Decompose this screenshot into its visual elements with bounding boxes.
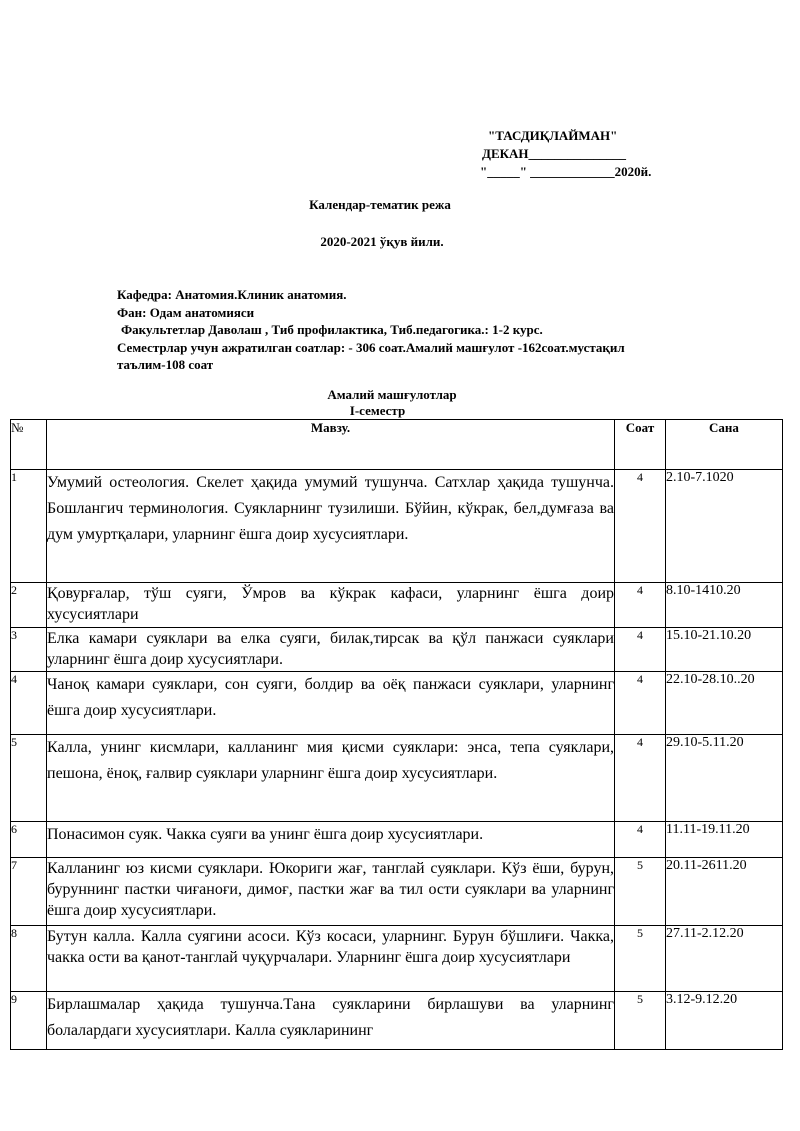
row-num: 8 [11, 926, 47, 992]
row-date: 20.11-2611.20 [666, 858, 783, 926]
table-row [11, 583, 783, 628]
semester-title: I-семестр [349, 403, 406, 418]
subject: Фан: Одам анатомияси [117, 304, 255, 320]
row-topic: Умумий остеология. Скелет ҳақида умумий тушунча. Сатхлар ҳақида тушунча. Бошлангич терминология. Суякларнинг тузилиши. Бўйин, кўкрак, бел,думғаза ва дум умуртқалари, уларнинг ёшга доир хусусиятлари. [47, 470, 615, 583]
table-row [11, 992, 783, 1050]
row-hours: 4 [615, 470, 666, 583]
row-hours: 4 [615, 628, 666, 672]
row-hours: 5 [615, 992, 666, 1050]
row-date: 27.11-2.12.20 [666, 926, 783, 992]
row-num: 5 [11, 735, 47, 822]
academic-year: 2020-2021 ўқув йили. [320, 234, 444, 249]
row-num: 7 [11, 858, 47, 926]
row-num: 9 [11, 992, 47, 1050]
header-hours: Соат [615, 420, 666, 470]
row-topic: Чаноқ камари суяклари, сон суяги, болдир ва оёқ панжаси суяклари, уларнинг ёшга доир хусусиятлари. [47, 672, 615, 735]
row-date: 2.10-7.1020 [666, 470, 783, 583]
table-row [11, 628, 783, 672]
row-topic: Қовурғалар, тўш суяги, Ўмров ва кўкрак кафаси, уларнинг ёшга доир хусусиятлари [47, 583, 615, 628]
row-topic: Калла, унинг кисмлари, калланинг мия қисми суяклари: энса, тепа суяклари, пешона, ёноқ, ғалвир суяклари уларнинг ёшга доир хусусиятлари. [47, 735, 615, 822]
table-row [11, 858, 783, 926]
row-topic: Елка камари суяклари ва елка суяги, билак,тирсак ва қўл панжаси суяклари уларнинг ёшга доир хусусиятлари. [47, 628, 615, 672]
row-hours: 5 [615, 926, 666, 992]
row-topic: Бутун калла. Калла суягини асоси. Кўз косаси, уларнинг. Бурун бўшлиғи. Чакка, чакка ости ва қанот-танглай чуқурчалари. Уларнинг ёшга доир хусусиятлари [47, 926, 615, 992]
table-row [11, 470, 783, 583]
row-topic: Понасимон суяк. Чакка суяги ва унинг ёшга доир хусусиятлари. [47, 822, 615, 858]
row-topic: Бирлашмалар ҳақида тушунча.Тана суякларини бирлашуви ва уларнинг болалардаги хусусиятлари. Калла суякларининг [47, 992, 615, 1050]
header-date: Сана [666, 420, 783, 470]
approval-block [480, 127, 700, 181]
table-row [11, 735, 783, 822]
row-num: 3 [11, 628, 47, 672]
table-row [11, 926, 783, 992]
header-num: № [11, 420, 47, 470]
row-hours: 4 [615, 672, 666, 735]
row-hours: 4 [615, 735, 666, 822]
department: Кафедра: Анатомия.Клиник анатомия. [117, 287, 347, 302]
row-hours: 5 [615, 858, 666, 926]
approval-date: "_____" _____________2020й. [480, 164, 652, 179]
table-header-row [11, 420, 783, 470]
row-date: 3.12-9.12.20 [666, 992, 783, 1050]
row-num: 2 [11, 583, 47, 628]
hours-line-2: таълим-108 соат [117, 357, 214, 372]
document-title: Календар-тематик режа [309, 197, 451, 212]
row-num: 4 [11, 672, 47, 735]
row-date: 15.10-21.10.20 [666, 628, 783, 672]
faculties: Факультетлар Даволаш , Тиб профилактика, Тиб.педагогика.: 1-2 курс. [121, 322, 543, 337]
row-date: 8.10-1410.20 [666, 583, 783, 628]
row-date: 11.11-19.11.20 [666, 822, 783, 858]
row-hours: 4 [615, 583, 666, 628]
table-row [11, 672, 783, 735]
row-date: 29.10-5.11.20 [666, 735, 783, 822]
row-num: 1 [11, 470, 47, 583]
document-meta [117, 286, 717, 374]
header-topic: Мавзу. [47, 420, 615, 470]
row-date: 22.10-28.10..20 [666, 672, 783, 735]
approval-title: "ТАСДИҚЛАЙМАН" [488, 128, 618, 143]
row-topic: Калланинг юз кисми суяклари. Юкориги жағ, танглай суяклари. Кўз ёши, бурун, буруннинг пастки чиғаноғи, димоғ, пастки жағ ва тил ости суяклари ва уларнинг ёшга доир хусусиятлари. [47, 858, 615, 926]
row-num: 6 [11, 822, 47, 858]
section-title: Амалий машғулотлар [327, 387, 457, 402]
schedule-table [10, 419, 783, 1050]
approval-dean: ДЕКАН_______________ [482, 146, 627, 161]
hours-line-1: Семестрлар учун ажратилган соатлар: - 306 соат.Амалий машғулот -162соат.мустақил [117, 339, 625, 355]
row-hours: 4 [615, 822, 666, 858]
table-row [11, 822, 783, 858]
